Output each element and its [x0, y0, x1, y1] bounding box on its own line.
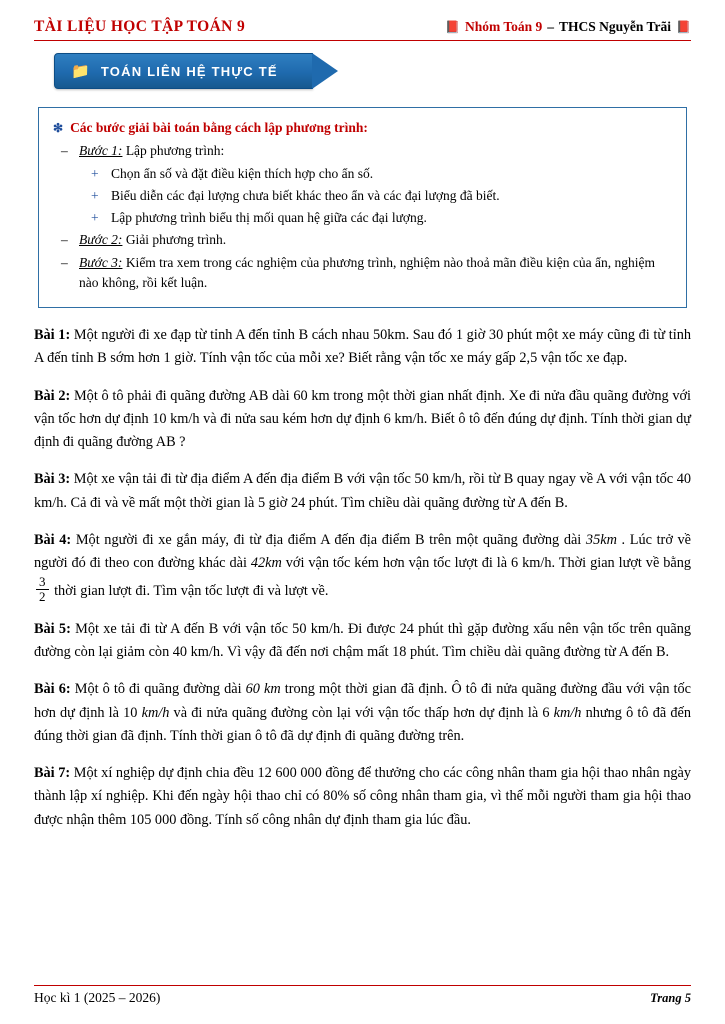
theory-substep-text: Chọn ẩn số và đặt điều kiện thích hợp cho ẩn số.: [111, 165, 374, 181]
theory-title-row: [53, 118, 672, 138]
problem-text: Một xe vận tải đi từ địa điểm A đến địa điểm B với vận tốc 50 km/h, rồi từ B quay ngay về A với vận tốc 40 km/h. Cả đi và về mất một thời gian là 5 giờ 24 phút. Tìm chiều dài quãng đường từ A đến B.: [34, 471, 692, 511]
banner-chip: [54, 53, 313, 89]
problem-text-part: . Lúc trở về người đó đi theo con đường khác dài: [34, 531, 692, 572]
theory-step-text: [79, 253, 672, 294]
theory-step-body: Giải phương trình.: [125, 232, 227, 248]
header-title: TÀI LIỆU HỌC TẬP TOÁN 9: [34, 18, 246, 35]
theory-step: [61, 253, 672, 294]
problem-text: Một xe tải đi từ A đến B với vận tốc 50 km/h. Đi được 24 phút thì gặp đường xấu nên vận tốc trên quãng đường còn lại giảm còn 40 km/h. Vì vậy đã đến nơi chậm mất 18 phút. Tìm chiều dài quãng đường từ A đến B.: [34, 620, 692, 661]
folder-icon: 📁: [71, 62, 91, 80]
problem-text-part: Một ô tô đi quãng đường dài: [74, 681, 246, 698]
fraction: [36, 575, 49, 603]
problem-item: [34, 529, 691, 604]
problem-text-part: trong một thời gian đã định. Ô tô đi nửa quãng đường đầu với vận tốc hơn dự định là 10: [34, 681, 692, 721]
page-header: [34, 18, 691, 40]
problem-label: Bài 1:: [34, 327, 71, 343]
problem-text: Một người đi xe đạp từ tỉnh A đến tỉnh B cách nhau 50km. Sau đó 1 giờ 30 phút một xe máy cũng đi từ tỉnh A đến tỉnh B sớm hơn 1 giờ. Tính vận tốc của mỗi xe? Biết rằng vận tốc xe máy gấp 2,5 vận tốc xe đạp.: [34, 327, 692, 367]
problem-item: [34, 762, 691, 831]
book-icon: 📕: [676, 20, 691, 34]
problem-text-part: Một người đi xe gắn máy, đi từ địa điểm A đến địa điểm B trên một quãng đường dài: [75, 531, 586, 548]
theory-step-label: Bước 1:: [79, 143, 123, 159]
problem-text-part: và đi nửa quãng đường còn lại với vận tốc thấp hơn dự định là 6: [169, 704, 554, 721]
problem-quantity: 42km: [250, 555, 282, 572]
header-brand: Nhóm Toán 9: [464, 19, 543, 34]
banner-arrow-icon: [312, 53, 338, 89]
fraction-denominator: 2: [36, 589, 49, 604]
problem-text: Một xí nghiệp dự định chia đều 12 600 000 đồng để thưởng cho các công nhân tham gia hội thao nhân ngày thành lập xí nghiệp. Khi đến ngày hội thao chỉ có 80% số công nhân tham gia, vì thế mỗi người tham gia hội thao được nhận thêm 105 000 đồng. Tính số công nhân dự định tham gia lúc đầu.: [34, 765, 691, 828]
page-number: Trang 5: [650, 991, 691, 1005]
theory-step-body: Lập phương trình:: [125, 143, 225, 159]
plus-bullet-icon: +: [91, 187, 99, 203]
problem-text-tail: thời gian lượt đi. Tìm vận tốc lượt đi và lượt về.: [50, 583, 329, 600]
problem-label: Bài 6:: [34, 681, 71, 698]
problem-quantity: 60 km: [245, 681, 281, 698]
footer-divider: [34, 985, 691, 986]
star-icon: ❇: [53, 121, 64, 135]
problem-label: Bài 5:: [34, 620, 71, 637]
theory-substep-text: Lập phương trình biểu thị mối quan hệ giữa các đại lượng.: [111, 210, 427, 225]
problem-item: [34, 468, 691, 514]
problem-text-part: với vận tốc kém hơn vận tốc lượt đi là 6 km/h. Thời gian lượt về bằng: [281, 555, 692, 572]
theory-substep-text: Biểu diễn các đại lượng chưa biết khác theo ẩn và các đại lượng đã biết.: [111, 187, 500, 203]
plus-bullet-icon: +: [91, 210, 99, 225]
section-banner: [54, 53, 691, 93]
footer-term: Học kì 1 (2025 – 2026): [34, 990, 161, 1005]
banner-label: TOÁN LIÊN HỆ THỰC TẾ: [100, 63, 278, 79]
problem-quantity: 35km: [585, 531, 617, 548]
fraction-numerator: 3: [39, 574, 46, 590]
header-separator: –: [547, 19, 555, 34]
problem-item: [34, 678, 691, 747]
theory-step: [61, 141, 672, 161]
theory-step-text: [79, 230, 672, 250]
book-icon: 📕: [445, 20, 460, 34]
theory-substep: [91, 164, 672, 184]
problem-item: [34, 618, 691, 664]
theory-step: [61, 230, 672, 250]
header-divider: [34, 40, 691, 41]
theory-step-body: Kiểm tra xem trong các nghiệm của phương trình, nghiệm nào thoả mãn điều kiện của ẩn, nghiệm nào không, rồi kết luận.: [79, 254, 655, 290]
dash-bullet-icon: –: [61, 143, 68, 159]
theory-step-label: Bước 2:: [79, 232, 123, 248]
theory-title: Các bước giải bài toán bằng cách lập phương trình:: [70, 120, 368, 135]
theory-box: [38, 107, 687, 308]
problem-text-part: nhưng ô tô đã đến đúng thời gian đã định. Tính thời gian ô tô đã dự định đi quãng đường trên.: [34, 704, 691, 744]
problem-item: [34, 385, 691, 454]
dash-bullet-icon: –: [61, 232, 68, 248]
header-credit: [445, 19, 691, 35]
dash-bullet-icon: –: [61, 254, 68, 270]
page-footer: [34, 985, 691, 1006]
problem-item: [34, 324, 691, 370]
problem-quantity: km/h: [553, 704, 582, 721]
problem-quantity: km/h: [141, 704, 170, 721]
footer-row: [34, 990, 691, 1006]
plus-bullet-icon: +: [91, 165, 99, 181]
problem-label: Bài 3:: [34, 471, 71, 488]
theory-substep: [91, 208, 672, 228]
theory-substep: [91, 186, 672, 206]
problem-label: Bài 2:: [34, 387, 71, 404]
theory-step-text: [79, 141, 672, 161]
header-school: THCS Nguyễn Trãi: [559, 19, 672, 34]
problem-label: Bài 4:: [34, 531, 72, 548]
problem-list: [34, 324, 691, 832]
problem-label: Bài 7:: [34, 765, 71, 782]
theory-step-label: Bước 3:: [79, 254, 123, 270]
problem-text: Một ô tô phải đi quãng đường AB dài 60 km trong một thời gian nhất định. Xe đi nửa đầu quãng đường với vận tốc hơn dự định 10 km/h và đi nửa sau kém hơn dự định 6 km/h. Biết ô tô đến đúng dự định. Tính thời gian dự định đi quãng đường AB ?: [34, 387, 692, 450]
